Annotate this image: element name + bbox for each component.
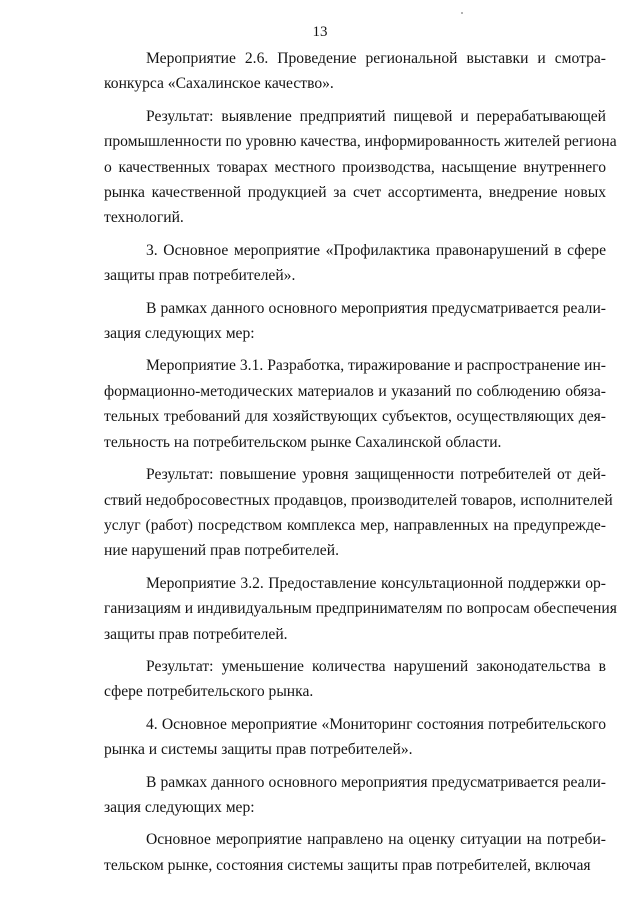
text-line: тельском рынке, состояния системы защиты прав потребителей, включая xyxy=(104,856,591,874)
paragraph xyxy=(104,571,617,647)
text-line: конкурса «Сахалинское качество». xyxy=(104,75,334,93)
text-line: В рамках данного основного мероприятия предусматривается реали- xyxy=(146,773,606,791)
paragraph xyxy=(104,104,617,231)
paragraph xyxy=(104,462,613,564)
text-line: Мероприятие 3.2. Предоставление консультационной поддержки ор- xyxy=(146,574,606,592)
text-line: зация следующих мер: xyxy=(104,798,255,816)
text-line: 3. Основное мероприятие «Профилактика правонарушений в сфере xyxy=(146,241,606,259)
text-line: Мероприятие 2.6. Проведение региональной выставки и смотра- xyxy=(146,50,606,67)
text-line: Мероприятие 3.1. Разработка, тиражирование и распространение ин- xyxy=(146,357,606,375)
text-line: В рамках данного основного мероприятия предусматривается реали- xyxy=(146,299,606,317)
text-line: сфере потребительского рынка. xyxy=(104,683,314,701)
paragraph xyxy=(104,46,606,97)
text-line: защиты прав потребителей». xyxy=(104,267,296,285)
text-line: формационно-методических материалов и указаний по соблюдению обяза- xyxy=(104,382,606,400)
text-line: технологий. xyxy=(104,209,184,227)
paragraph xyxy=(104,827,606,878)
paragraph xyxy=(104,712,606,763)
text-line: Результат: выявление предприятий пищевой и перерабатывающей xyxy=(146,107,606,125)
text-line: Результат: уменьшение количества нарушений законодательства в xyxy=(146,657,606,675)
text-line: тельных требований для хозяйствующих субъектов, осуществляющих дея- xyxy=(104,408,606,426)
text-line: промышленности по уровню качества, информированность жителей региона xyxy=(104,133,617,151)
text-line: о качественных товарах местного производства, насыщение внутреннего xyxy=(104,158,606,176)
text-line: ствий недобросовестных продавцов, производителей товаров, исполнителей xyxy=(104,491,613,509)
text-line: защиты прав потребителей. xyxy=(104,625,288,643)
text-line: ганизациям и индивидуальным предпринимателям по вопросам обеспечения xyxy=(104,600,617,618)
text-line: услуг (работ) посредством комплекса мер, направленных на предупрежде- xyxy=(104,516,606,534)
text-line: ние нарушений прав потребителей. xyxy=(104,542,339,560)
paragraph xyxy=(104,770,606,821)
text-line: 4. Основное мероприятие «Мониторинг состояния потребительского xyxy=(146,715,606,733)
text-line: рынка и системы защиты прав потребителей». xyxy=(104,741,413,759)
text-line: рынка качественной продукцией за счет ассортимента, внедрение новых xyxy=(104,184,606,202)
paragraph xyxy=(104,296,606,347)
paragraph xyxy=(104,353,606,455)
text-line: зация следующих мер: xyxy=(104,325,255,343)
text-line: Результат: повышение уровня защищенности потребителей от дей- xyxy=(146,466,606,484)
text-line: тельность на потребительском рынке Сахалинской области. xyxy=(104,433,502,451)
document-body xyxy=(104,46,617,885)
scan-speck xyxy=(461,12,463,14)
page-number: 13 xyxy=(312,24,328,40)
text-line: Основное мероприятие направлено на оценку ситуации на потреби- xyxy=(146,831,606,849)
paragraph xyxy=(104,654,606,705)
paragraph xyxy=(104,238,606,289)
